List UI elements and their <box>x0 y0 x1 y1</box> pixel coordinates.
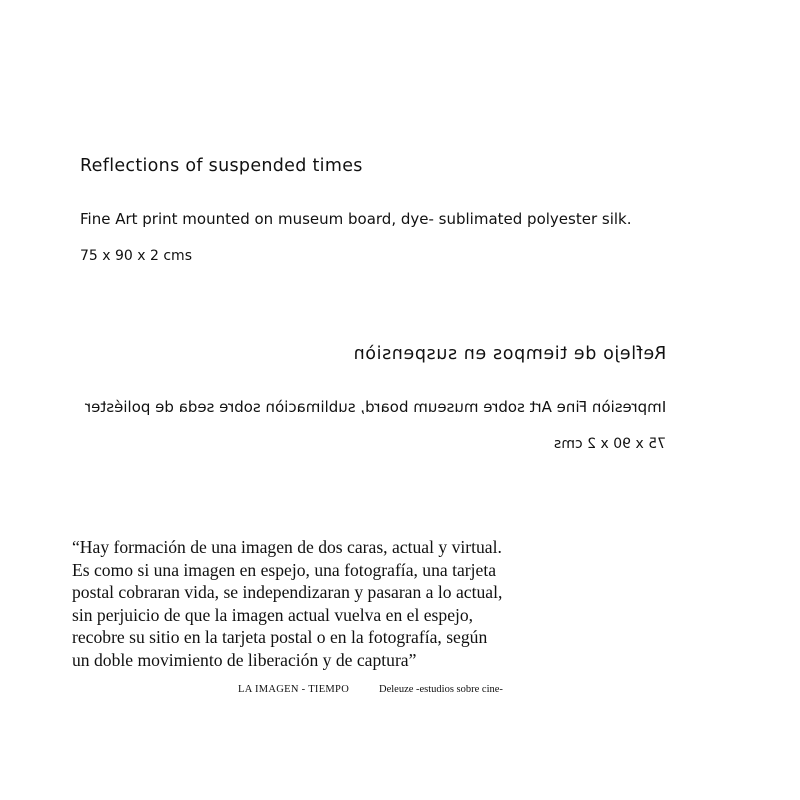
citation-author: Deleuze -estudios sobre cine- <box>379 684 503 695</box>
material-spanish-mirrored: Impresiòn Fine Art sobre museum board, sublimaciòn sobre seda de poliéster <box>84 398 666 416</box>
quote-line: sin perjuicio de que la imagen actual vuelva en el espejo, <box>72 604 474 625</box>
quote-line: recobre su sitio en la tarjeta postal o en la fotografía, según <box>72 627 488 648</box>
material-english: Fine Art print mounted on museum board, dye- sublimated polyester silk. <box>80 210 632 228</box>
citation-book: LA IMAGEN - TIEMPO <box>238 684 350 695</box>
dimensions-english: 75 x 90 x 2 cms <box>80 248 192 264</box>
title-spanish-mirrored: Reflejo de tiempos en suspensiòn <box>352 344 666 364</box>
quote-line: “Hay formación de una imagen de dos caras, actual y virtual. <box>72 537 502 557</box>
quote-line: postal cobraran vida, se independizaran y pasaran a lo actual, <box>72 582 503 603</box>
quote-line: un doble movimiento de liberación y de captura” <box>72 649 417 670</box>
deleuze-quote <box>72 536 542 672</box>
quote-line: Es como si una imagen en espejo, una fotografía, una tarjeta <box>72 559 497 580</box>
dimensions-spanish-mirrored: 75 x 90 x 2 cms <box>554 436 666 452</box>
title-english: Reflections of suspended times <box>80 156 363 176</box>
